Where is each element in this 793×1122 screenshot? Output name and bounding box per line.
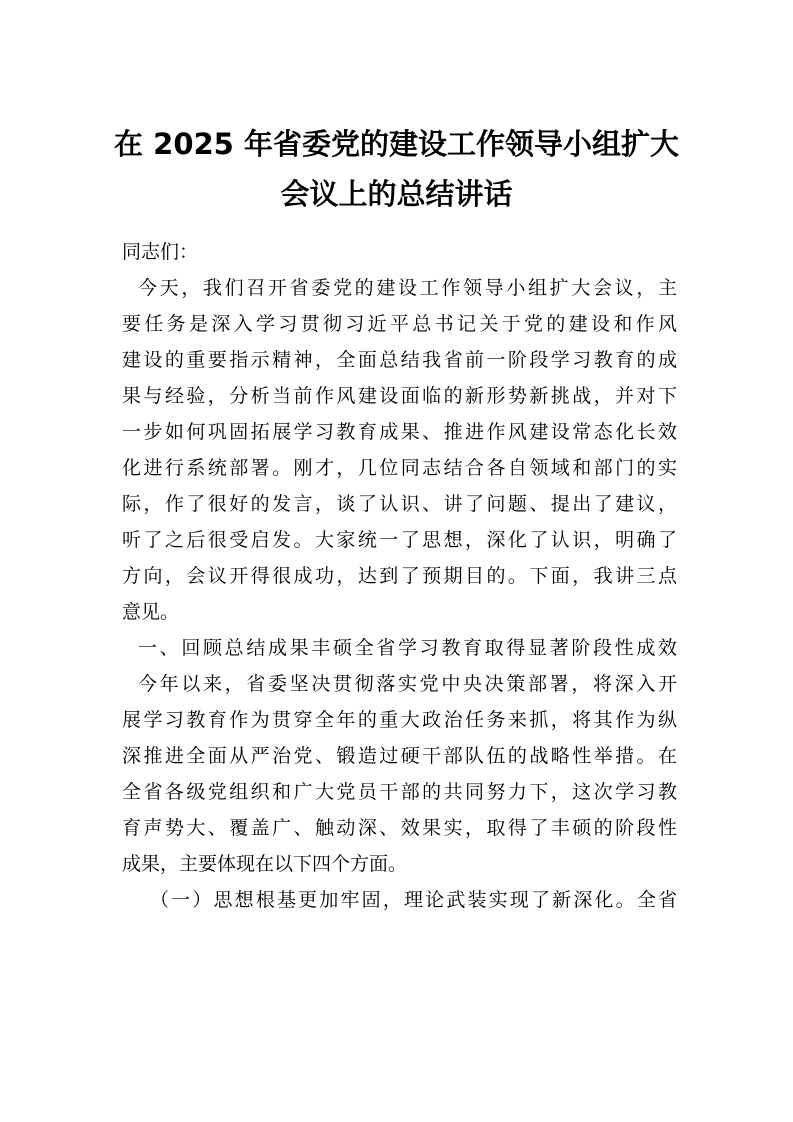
paragraph-2-line-3: 深推进全面从严治党、锻造过硬干部队伍的战略性举措。在 [122,745,677,767]
paragraph-1-line-6: 化进行系统部署。刚才，几位同志结合各自领域和部门的实 [122,457,677,479]
document-title-line-1: 在 2025 年省委党的建设工作领导小组扩大 [114,127,679,161]
paragraph-1-line-4: 果与经验，分析当前作风建设面临的新形势新挑战，并对下 [122,385,677,407]
paragraph-1-line-9: 方向，会议开得很成功，达到了预期目的。下面，我讲三点 [122,565,677,587]
paragraph-1-line-1: 今天，我们召开省委党的建设工作领导小组扩大会议，主 [138,277,677,299]
paragraph-1-line-3: 建设的重要指示精神，全面总结我省前一阶段学习教育的成 [122,349,677,371]
paragraph-1-line-10: 意见。 [122,601,180,623]
paragraph-2-line-6: 成果，主要体现在以下四个方面。 [122,853,408,875]
paragraph-2-line-1: 今年以来，省委坚决贯彻落实党中央决策部署，将深入开 [138,673,677,695]
paragraph-1-line-7: 际，作了很好的发言，谈了认识、讲了问题、提出了建议， [122,493,677,515]
paragraph-1-line-8: 听了之后很受启发。大家统一了思想，深化了认识，明确了 [122,529,677,551]
paragraph-2-line-5: 育声势大、覆盖广、触动深、效果实，取得了丰硕的阶段性 [122,817,677,839]
document-body [122,234,677,918]
paragraph-2-line-2: 展学习教育作为贯穿全年的重大政治任务来抓，将其作为纵 [122,709,677,731]
section-heading-1: 一、回顾总结成果丰硕全省学习教育取得显著阶段性成效 [138,637,677,659]
paragraph-2-line-4: 全省各级党组织和广大党员干部的共同努力下，这次学习教 [122,781,677,803]
document-title-line-2: 会议上的总结讲话 [280,177,513,211]
paragraph-1-line-2: 要任务是深入学习贯彻习近平总书记关于党的建设和作风 [122,313,677,335]
paragraph-1-line-5: 一步如何巩固拓展学习教育成果、推进作风建设常态化长效 [122,421,677,443]
subsection-heading-1: （一）思想根基更加牢固，理论武装实现了新深化。全省 [150,889,677,911]
greeting: 同志们： [122,241,199,263]
